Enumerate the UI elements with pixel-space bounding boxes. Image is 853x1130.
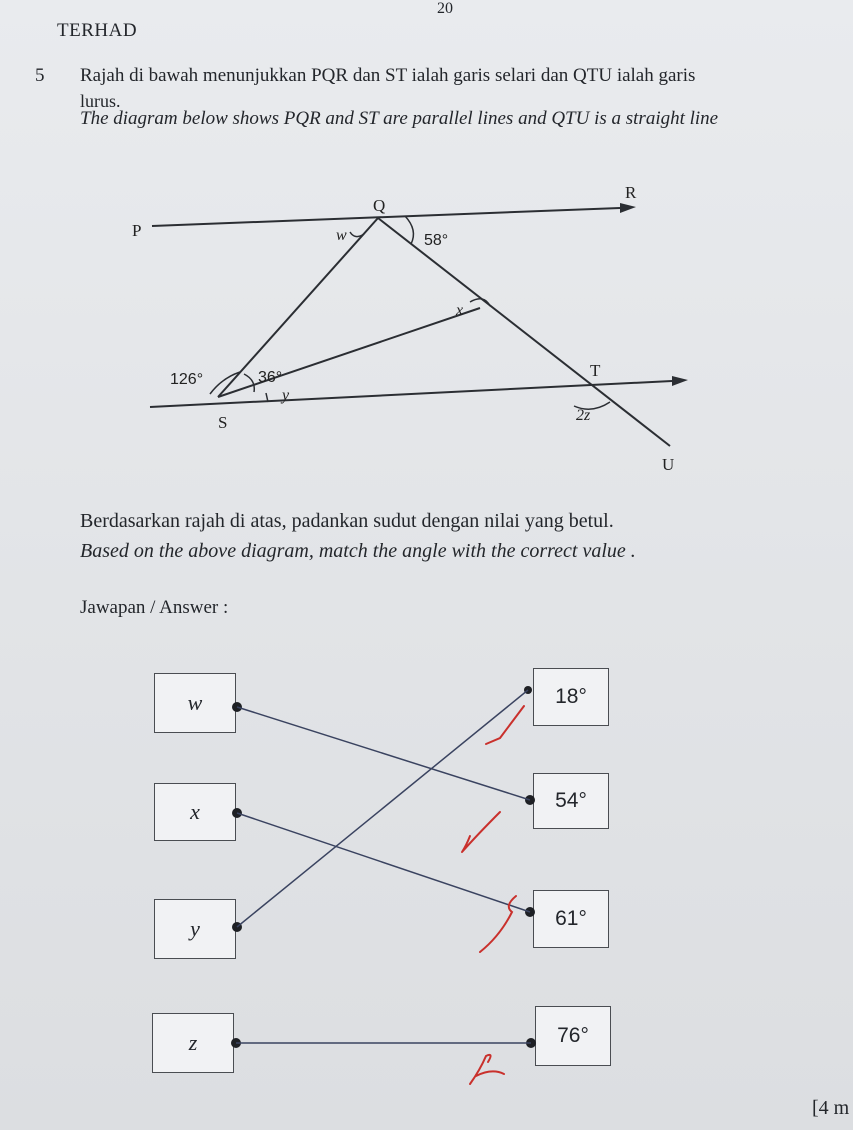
angle-label-w: w [336,227,347,244]
question-text-malay: Rajah di bawah menunjukkan PQR dan ST ialah garis selari dan QTU ialah garis [80,65,696,86]
match-right-61-label: 61° [555,907,587,930]
angle-label-58: 58° [424,232,449,249]
match-left-x[interactable] [154,783,236,841]
link-y-18 [237,690,528,927]
arc-w [350,232,364,237]
match-left-y[interactable] [154,899,236,959]
label-u: U [662,455,675,474]
instruction-malay: Berdasarkan rajah di atas, padankan sudut dengan nilai yang betul. [80,510,614,532]
match-left-w-label: w [187,690,203,715]
angle-label-x: x [456,302,464,319]
match-right-54-label: 54° [555,789,587,812]
arrow-st [672,376,688,386]
angle-label-126: 126° [170,371,204,388]
page-number: 20 [437,0,453,17]
question-text-malay-cont: lurus. [80,91,121,111]
match-left-y-label: y [190,916,200,941]
angle-label-36: 36° [258,369,283,386]
match-right-76[interactable] [535,1006,611,1066]
classification-label: TERHAD [57,20,138,41]
match-right-54[interactable] [533,773,609,829]
red-mark-61 [480,896,516,952]
instruction-english: Based on the above diagram, match the angle with the correct value . [80,540,636,562]
match-right-18[interactable] [533,668,609,726]
match-left-x-label: x [190,799,200,824]
arrow-pqr [620,203,636,213]
label-t: T [590,361,601,380]
geometry-diagram [0,0,853,500]
match-right-18-label: 18° [555,685,587,708]
dot-18 [524,686,532,694]
match-left-z[interactable] [152,1013,234,1073]
angle-label-y: y [282,387,290,404]
label-r: R [625,183,637,202]
question-number: 5 [35,65,45,86]
match-left-z-label: z [188,1030,198,1055]
arc-36 [244,374,254,392]
match-left-w[interactable] [154,673,236,733]
match-right-61[interactable] [533,890,609,948]
line-qtu [378,218,670,446]
label-q: Q [373,196,386,215]
label-p: P [132,221,142,240]
question-text-english: The diagram below shows PQR and ST are parallel lines and QTU is a straight line [80,108,719,129]
match-right-76-label: 76° [557,1024,589,1047]
red-mark-76 [470,1055,504,1084]
link-w-54 [237,707,530,800]
marks-label: [4 m [812,1097,850,1119]
angle-label-2z: 2z [576,407,591,424]
link-x-61 [237,813,530,912]
label-s: S [218,413,228,432]
answer-label: Jawapan / Answer : [80,597,229,618]
red-check-54 [462,812,500,852]
red-check-18 [486,706,524,744]
arc-x [470,299,490,306]
